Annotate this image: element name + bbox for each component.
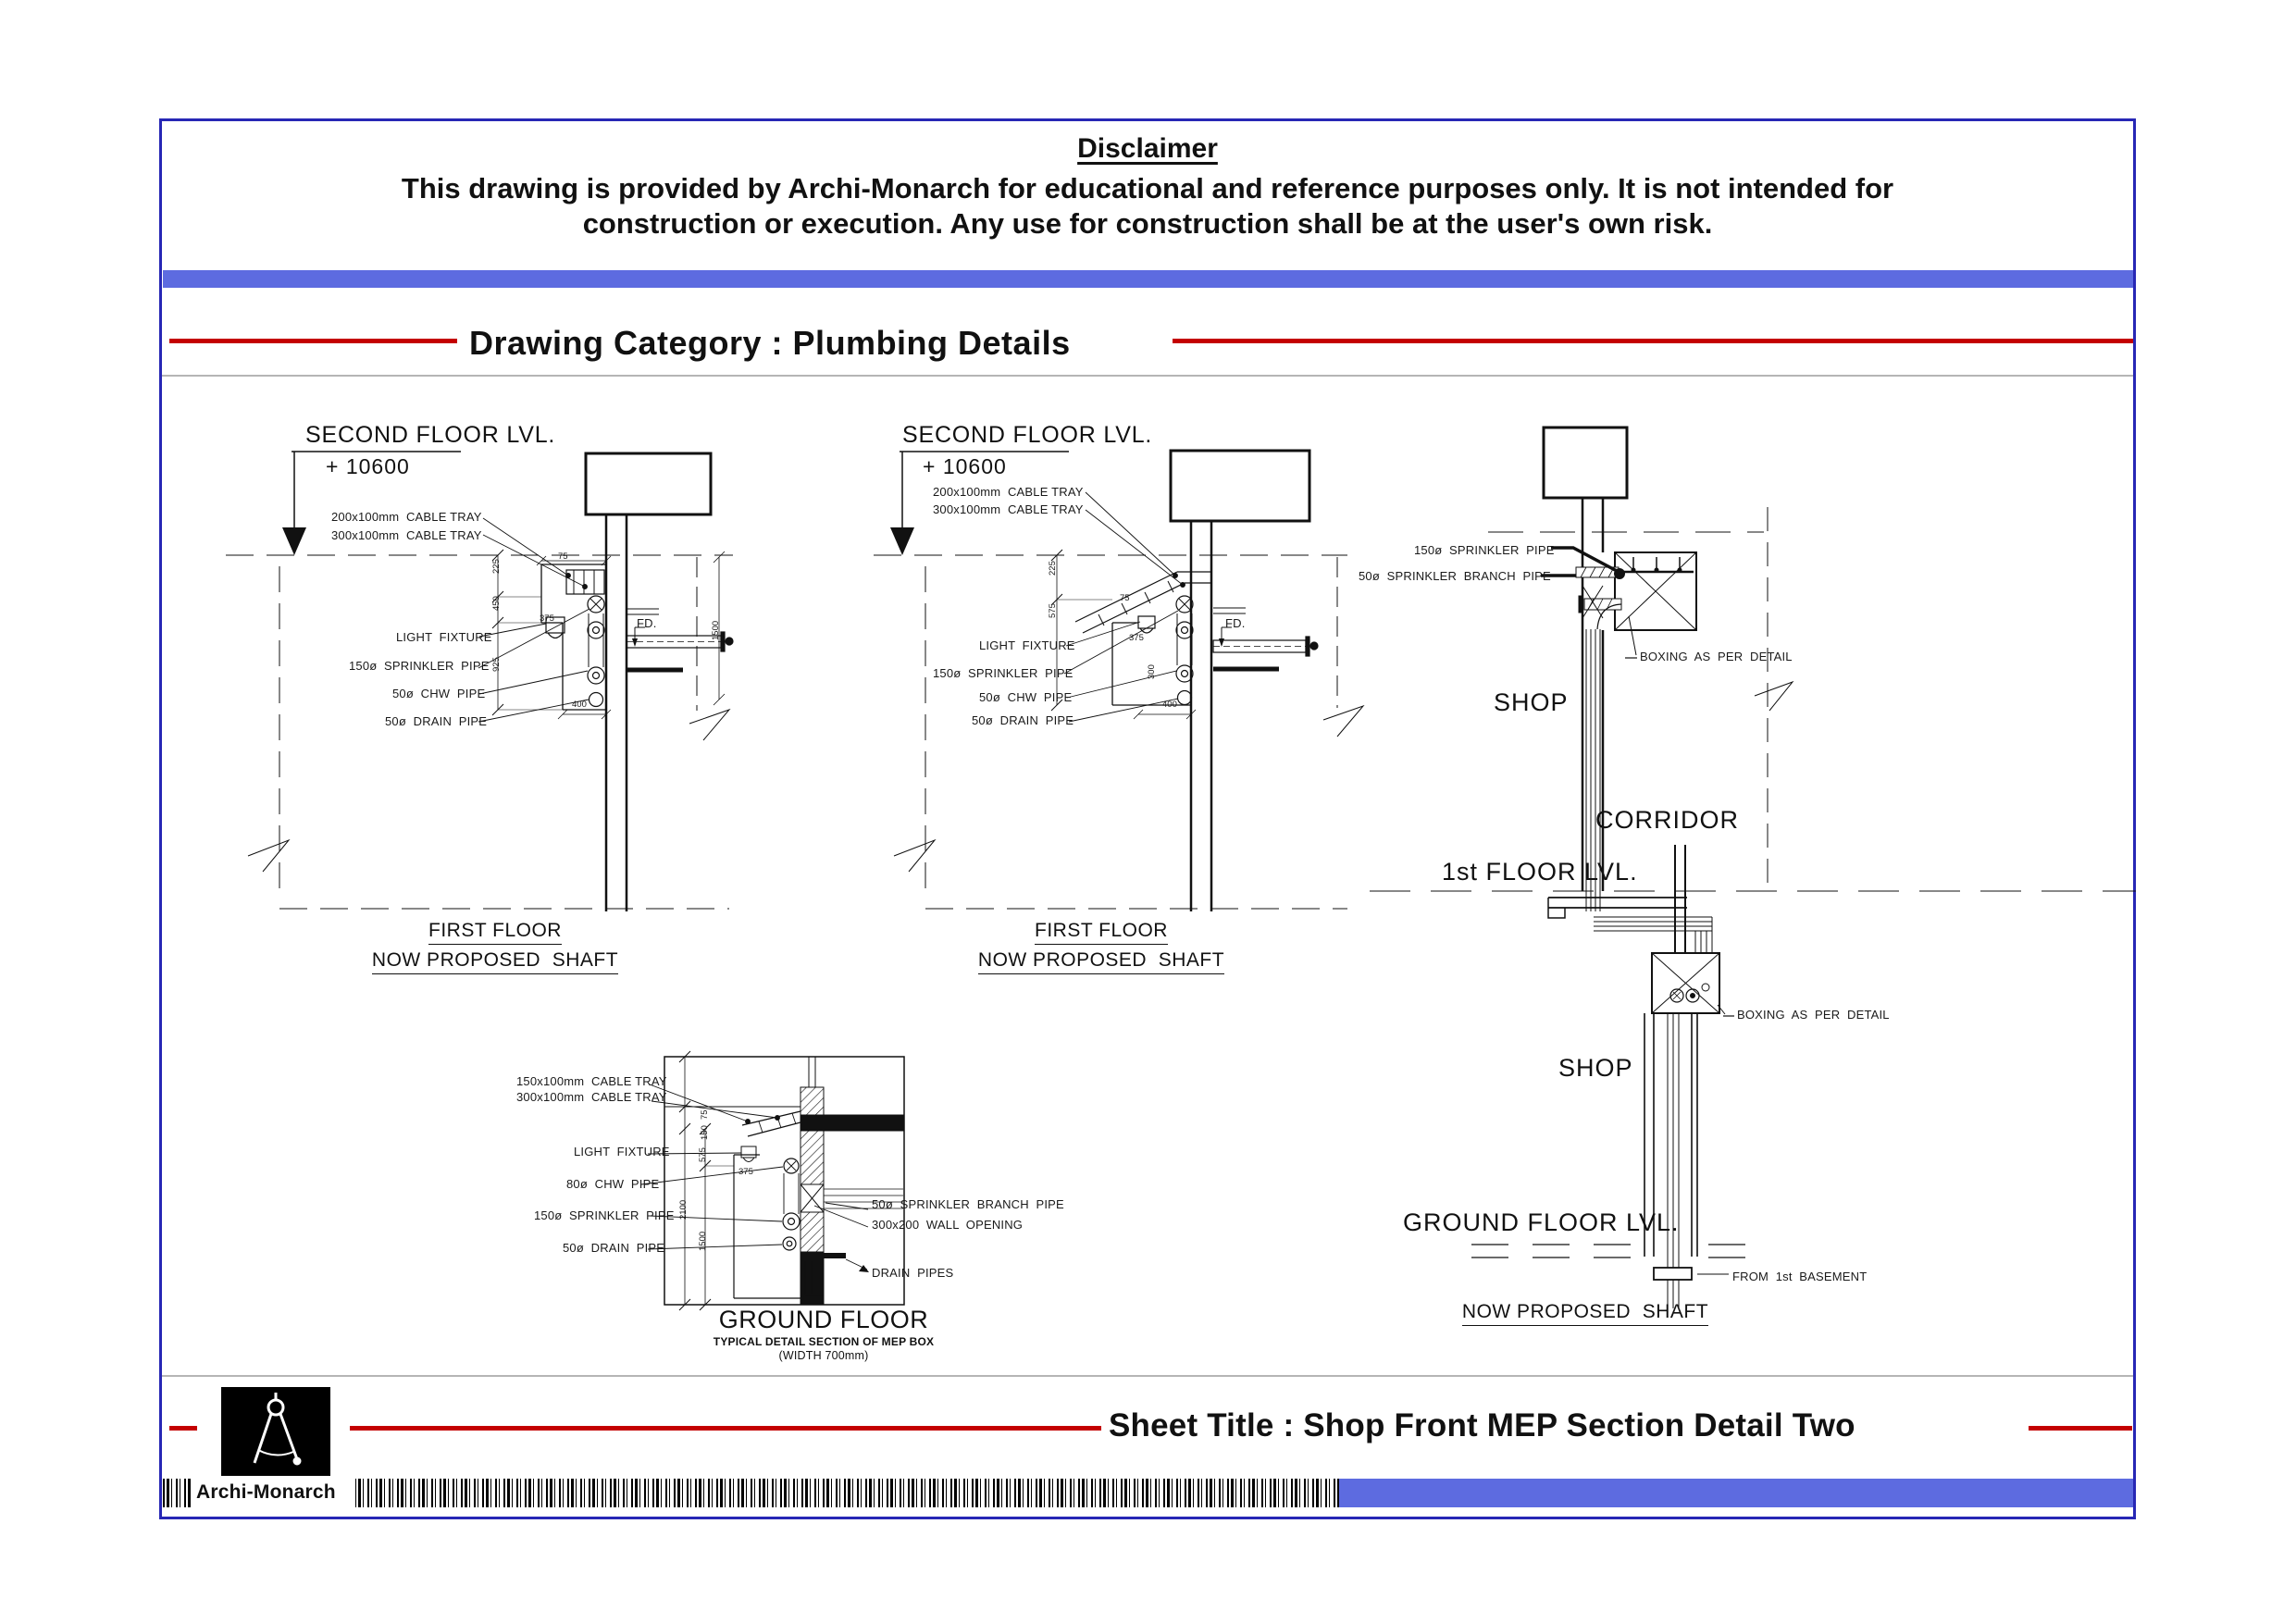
detail4-shop-label-2: SHOP <box>1558 1054 1633 1082</box>
divider-top <box>162 375 2133 377</box>
detail1-dim-450: 450 <box>491 596 502 611</box>
detail1-caption-line2: NOW PROPOSED SHAFT <box>356 949 634 974</box>
detail4-ground-floor-label: GROUND FLOOR LVL. <box>1403 1208 1680 1236</box>
detail1-structure <box>541 453 711 911</box>
accent-bar-top <box>163 270 2133 288</box>
detail1-cable-tray-2-label: 300x100mm CABLE TRAY <box>331 528 482 542</box>
detail4-corridor-label: CORRIDOR <box>1595 806 1739 834</box>
detail2-dim-575: 575 <box>1048 603 1058 618</box>
detail2-sprinkler-label: 150ø SPRINKLER PIPE <box>933 666 1074 680</box>
detail3-dim-1500: 1500 <box>698 1231 708 1251</box>
detail2-chw-label: 50ø CHW PIPE <box>979 690 1073 704</box>
detail1-level-label: SECOND FLOOR LVL. <box>305 422 556 448</box>
detail2-light-fixture-label: LIGHT FIXTURE <box>979 638 1075 652</box>
detail4-shop-label-1: SHOP <box>1494 688 1569 716</box>
detail2-leaders <box>1064 492 1185 722</box>
detail2-caption-line2: NOW PROPOSED SHAFT <box>962 949 1240 974</box>
detail2-boundary <box>874 555 1363 909</box>
detail3-drain-pipes-label: DRAIN PIPES <box>872 1266 954 1280</box>
detail3-sprinkler-label: 150ø SPRINKLER PIPE <box>534 1208 675 1222</box>
detail3-cable-tray-2-label: 300x100mm CABLE TRAY <box>516 1090 667 1104</box>
detail1-boundary <box>226 555 733 909</box>
footer-rule-right <box>2029 1426 2132 1431</box>
detail1-dim-225: 225 <box>491 559 502 574</box>
detail2-fd-label: FD. <box>1225 616 1246 630</box>
detail1-dim-1500: 1500 <box>711 620 721 640</box>
category-rule-left <box>169 339 457 343</box>
detail2-cable-tray-2-label: 300x100mm CABLE TRAY <box>933 502 1084 516</box>
sheet-title: Sheet Title : Shop Front MEP Section Detail Two <box>1109 1407 1855 1443</box>
detail1-elev-label: + 10600 <box>326 454 410 478</box>
detail4-boxing-label-2: BOXING AS PER DETAIL <box>1737 1008 1890 1022</box>
detail1-cable-tray-1-label: 200x100mm CABLE TRAY <box>331 510 482 524</box>
detail3-dim-150: 150 <box>700 1125 710 1140</box>
detail4-sprinkler-branch-label: 50ø SPRINKLER BRANCH PIPE <box>1359 569 1551 583</box>
detail1-dim-75: 75 <box>558 551 568 562</box>
disclaimer-title: Disclaimer <box>1077 133 1218 164</box>
detail2-cable-tray-1-label: 200x100mm CABLE TRAY <box>933 485 1084 499</box>
detail1-chw-label: 50ø CHW PIPE <box>392 687 486 700</box>
detail3-dim-375: 375 <box>738 1167 753 1177</box>
detail3-frame <box>664 1057 904 1305</box>
accent-bar-bottom <box>1339 1479 2133 1507</box>
detail3-caption-title: GROUND FLOOR <box>718 1306 929 1333</box>
detail2-dim-75: 75 <box>1120 593 1130 603</box>
detail3-dim-575: 575 <box>698 1147 708 1162</box>
detail4-first-floor-label: 1st FLOOR LVL. <box>1442 858 1638 886</box>
compass-icon <box>221 1387 330 1476</box>
footer-rule-left <box>350 1426 1101 1431</box>
detail3-sprinkler-branch-label: 50ø SPRINKLER BRANCH PIPE <box>872 1197 1064 1211</box>
detail3-dim-2100: 2100 <box>678 1199 689 1220</box>
detail3-dims <box>679 1051 734 1310</box>
disclaimer-line-2: construction or execution. Any use for construction shall be at the user's own risk. <box>582 207 1713 240</box>
detail1-sprinkler-label: 150ø SPRINKLER PIPE <box>349 659 490 673</box>
detail4-upper-boxing <box>1615 552 1696 630</box>
detail3-cable-tray-1-label: 150x100mm CABLE TRAY <box>516 1074 667 1088</box>
footer-rule-dash <box>169 1426 197 1431</box>
detail4-boxing-label-1: BOXING AS PER DETAIL <box>1640 650 1793 663</box>
detail1-dims <box>492 550 725 719</box>
detail1-dim-400: 400 <box>572 700 587 710</box>
detail3-light-fixture-label: LIGHT FIXTURE <box>574 1145 670 1158</box>
detail2-elev-label: + 10600 <box>923 454 1007 478</box>
detail3-drain-label: 50ø DRAIN PIPE <box>563 1241 665 1255</box>
detail2-dim-300: 300 <box>1147 664 1157 679</box>
detail2-linework <box>870 389 1351 999</box>
brand-name: Archi-Monarch <box>196 1481 336 1503</box>
detail1-drain-label: 50ø DRAIN PIPE <box>385 714 488 728</box>
detail1-dim-925: 925 <box>491 657 502 672</box>
detail4-caption: NOW PROPOSED SHAFT <box>1446 1301 1724 1326</box>
category-rule-right <box>1173 339 2133 343</box>
detail2-caption-line1: FIRST FLOOR <box>962 920 1240 945</box>
detail2-level-label: SECOND FLOOR LVL. <box>902 422 1153 448</box>
detail4-sprinkler-label: 150ø SPRINKLER PIPE <box>1414 543 1555 557</box>
detail1-mep <box>546 570 733 707</box>
disclaimer-line-1: This drawing is provided by Archi-Monarch for educational and reference purposes only. It is not intended for <box>401 172 1894 204</box>
archi-monarch-logo <box>221 1387 330 1476</box>
detail4-lower-boxing <box>1652 953 1719 1013</box>
divider-bottom <box>162 1375 2133 1377</box>
detail3-leaders <box>641 1084 869 1272</box>
detail3-dim-75: 75 <box>700 1109 710 1120</box>
detail2-mep <box>1075 572 1318 705</box>
detail1-caption-line1: FIRST FLOOR <box>356 920 634 945</box>
detail3-wall-opening-label: 300x200 WALL OPENING <box>872 1218 1024 1232</box>
detail2-structure <box>1112 451 1309 911</box>
detail2-dim-375: 375 <box>1129 633 1144 643</box>
detail4-shaft-below <box>1644 1013 1697 1308</box>
detail1-dim-375: 375 <box>540 613 554 624</box>
detail2-dim-400: 400 <box>1162 700 1177 710</box>
detail3-caption-sub2: (WIDTH 700mm) <box>778 1349 869 1362</box>
detail3-chw-label: 80ø CHW PIPE <box>566 1177 660 1191</box>
detail2-drain-label: 50ø DRAIN PIPE <box>972 713 1074 727</box>
detail4-slab <box>1548 898 1687 918</box>
detail1-linework <box>222 389 759 999</box>
detail1-leaders <box>478 518 590 722</box>
category-title: Drawing Category : Plumbing Details <box>469 324 1071 362</box>
detail1-light-fixture-label: LIGHT FIXTURE <box>396 630 492 644</box>
detail4-basement-label: FROM 1st BASEMENT <box>1732 1270 1868 1283</box>
detail3-caption-sub1: TYPICAL DETAIL SECTION OF MEP BOX <box>713 1335 935 1348</box>
detail2-dim-225: 225 <box>1048 561 1058 576</box>
detail1-fd-label: FD. <box>637 616 657 630</box>
